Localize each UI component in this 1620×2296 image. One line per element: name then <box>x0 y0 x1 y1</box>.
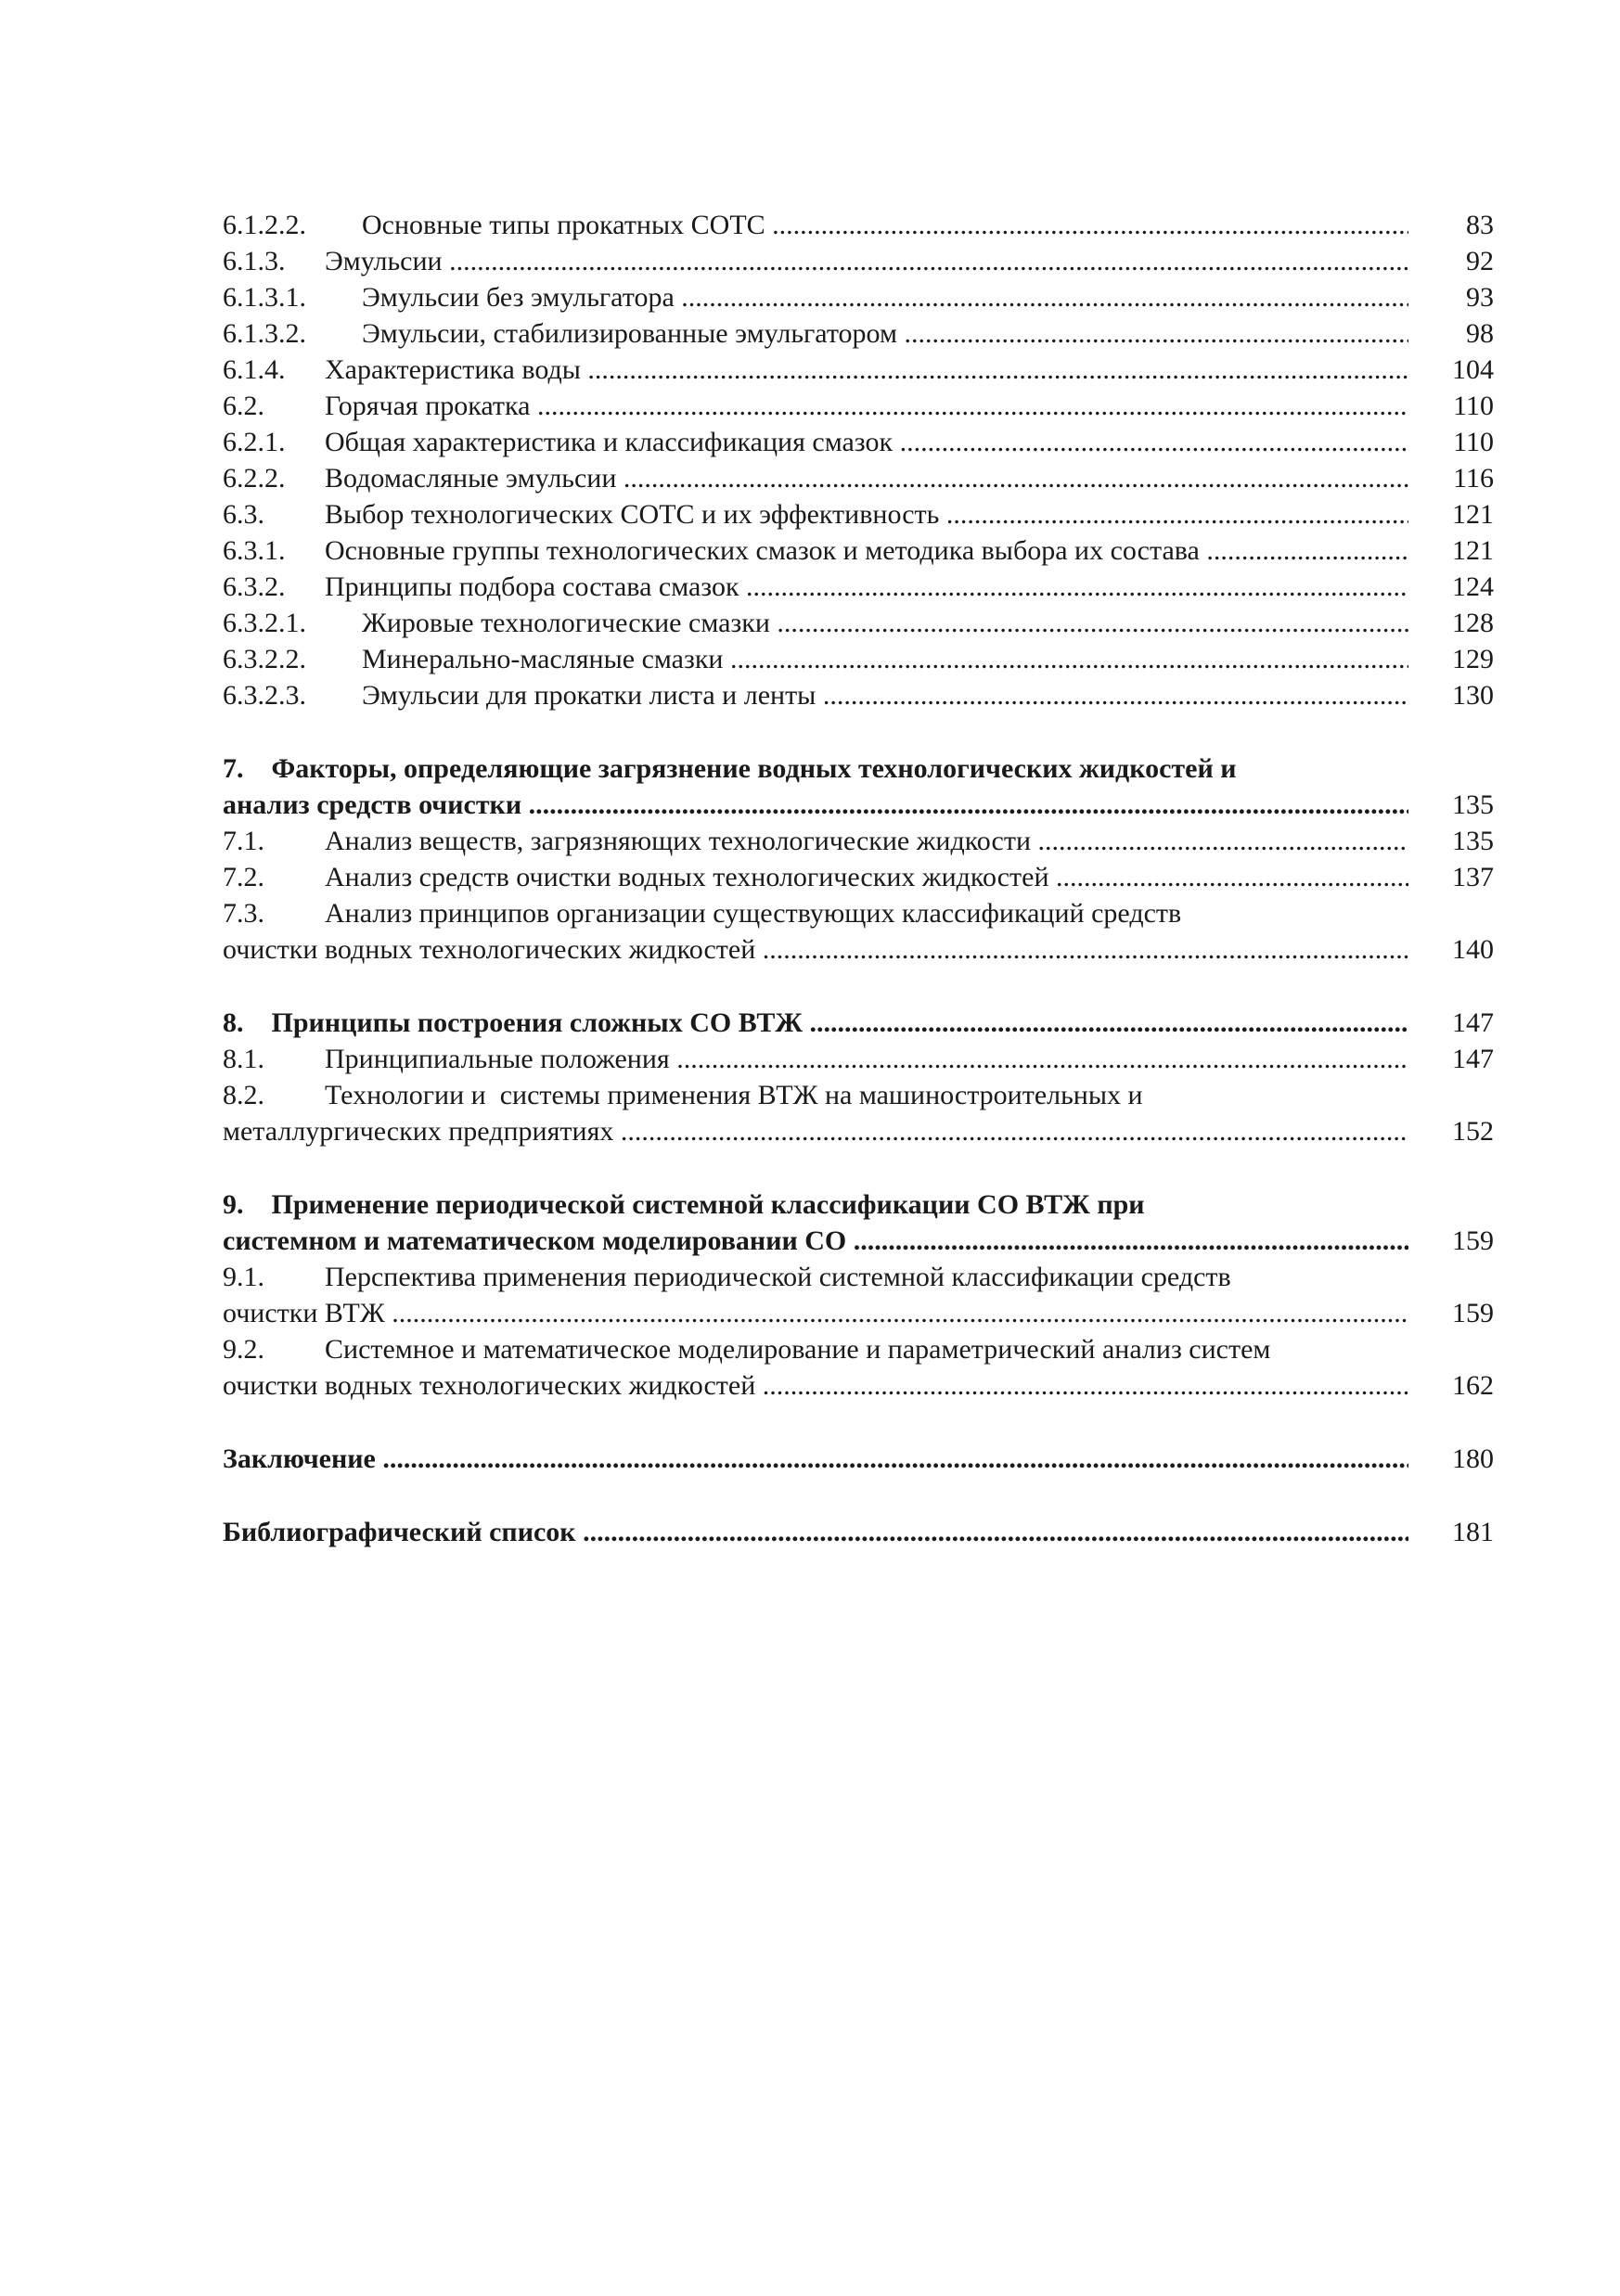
entry-page: 135 <box>1452 826 1494 856</box>
chapter-page: 159 <box>1452 1225 1494 1256</box>
entry-number: 7.1. <box>223 826 264 856</box>
entry-number: 6.3.2.2. <box>223 644 306 674</box>
entry-number: 9.2. <box>223 1334 264 1365</box>
entry-title-line1: Анализ принципов организации существующих классификаций средств <box>325 898 1182 929</box>
entry-number: 7.3. <box>223 898 264 929</box>
entry-number: 6.2.1. <box>223 427 286 457</box>
entry-title: Водомасляные эмульсии ..... <box>325 460 1408 496</box>
entry-title: Горячая прокатка ..... <box>325 388 1408 424</box>
entry-page: 98 <box>1466 318 1494 349</box>
table-of-contents <box>223 207 1494 1550</box>
entry-number: 6.2. <box>223 391 264 421</box>
toc-entry <box>223 569 1494 605</box>
entry-number: 7.2. <box>223 862 264 892</box>
bibliography-page: 181 <box>1452 1517 1494 1547</box>
entry-page: 83 <box>1466 210 1494 240</box>
toc-entry <box>223 532 1494 569</box>
chapter-title-line2: системном и математическом моделировании СО ..... <box>223 1223 1408 1259</box>
entry-title-line1: Перспектива применения периодической системной классификации средств <box>325 1262 1231 1292</box>
entry-title: Основные типы прокатных СОТС ..... <box>362 207 1408 243</box>
toc-entry-cont <box>223 1367 1494 1404</box>
entry-page: 129 <box>1452 644 1494 674</box>
chapter-title: 8. Принципы построения сложных СО ВТЖ ..... <box>223 1005 1408 1041</box>
entry-page: 93 <box>1466 282 1494 313</box>
entry-page: 137 <box>1452 862 1494 892</box>
entry-title: Основные группы технологических смазок и методика выбора их состава ..... <box>325 532 1408 569</box>
toc-conclusion <box>223 1441 1494 1477</box>
entry-number: 8.1. <box>223 1044 264 1074</box>
entry-title: Анализ веществ, загрязняющих технологические жидкости ..... <box>325 823 1408 859</box>
entry-number: 6.1.2.2. <box>223 210 306 240</box>
entry-number: 6.1.4. <box>223 354 286 385</box>
entry-page: 110 <box>1453 391 1494 421</box>
entry-page: 147 <box>1452 1044 1494 1074</box>
toc-entry <box>223 1259 1494 1295</box>
chapter-title-line1: 9. Применение периодической системной классификации СО ВТЖ при <box>223 1189 1145 1220</box>
conclusion-title: Заключение ..... <box>223 1441 1408 1477</box>
toc-entry <box>223 823 1494 859</box>
entry-title: Эмульсии без эмульгатора ..... <box>362 279 1408 315</box>
bibliography-title: Библиографический список ..... <box>223 1514 1408 1550</box>
entry-title: Эмульсии, стабилизированные эмульгатором ..... <box>362 315 1408 352</box>
entry-number: 6.3. <box>223 499 264 530</box>
entry-number: 9.1. <box>223 1262 264 1292</box>
chapter-heading <box>223 750 1494 787</box>
toc-entry <box>223 895 1494 931</box>
toc-entry <box>223 352 1494 388</box>
entry-number: 6.3.2.1. <box>223 608 306 638</box>
entry-title-line1: Технологии и системы применения ВТЖ на машиностроительных и <box>325 1080 1143 1110</box>
chapter-page: 147 <box>1452 1007 1494 1038</box>
toc-entry <box>223 605 1494 641</box>
entry-number: 6.1.3.1. <box>223 282 306 313</box>
chapter-page: 135 <box>1452 789 1494 820</box>
chapter-heading-cont <box>223 787 1494 823</box>
chapter-heading-cont <box>223 1223 1494 1259</box>
conclusion-page: 180 <box>1452 1443 1494 1474</box>
entry-page: 130 <box>1452 680 1494 711</box>
entry-page: 104 <box>1452 354 1494 385</box>
entry-title-line2: очистки ВТЖ ..... <box>223 1295 1408 1331</box>
entry-page: 152 <box>1452 1116 1494 1147</box>
toc-entry <box>223 496 1494 532</box>
entry-page: 121 <box>1452 535 1494 566</box>
toc-entry <box>223 279 1494 315</box>
entry-page: 162 <box>1452 1370 1494 1401</box>
entry-title-line2: металлургических предприятиях ..... <box>223 1113 1408 1149</box>
entry-title: Общая характеристика и классификация смазок ..... <box>325 424 1408 460</box>
entry-page: 110 <box>1453 427 1494 457</box>
toc-entry-cont <box>223 1295 1494 1331</box>
toc-bibliography <box>223 1514 1494 1550</box>
entry-title: Выбор технологических СОТС и их эффективность ..... <box>325 496 1408 532</box>
entry-title-line2: очистки водных технологических жидкостей ..... <box>223 931 1408 968</box>
toc-entry <box>223 460 1494 496</box>
entry-number: 6.2.2. <box>223 463 286 494</box>
toc-entry <box>223 424 1494 460</box>
entry-title: Эмульсии ..... <box>325 243 1408 279</box>
entry-page: 128 <box>1452 608 1494 638</box>
toc-entry <box>223 315 1494 352</box>
entry-title: Анализ средств очистки водных технологических жидкостей ..... <box>325 859 1408 895</box>
entry-page: 116 <box>1453 463 1494 494</box>
toc-entry <box>223 1041 1494 1077</box>
toc-entry-cont <box>223 1113 1494 1149</box>
entry-number: 6.3.2.3. <box>223 680 306 711</box>
entry-page: 124 <box>1452 571 1494 602</box>
entry-title: Жировые технологические смазки ..... <box>362 605 1408 641</box>
entry-title: Эмульсии для прокатки листа и ленты ..... <box>362 677 1408 713</box>
entry-page: 159 <box>1452 1298 1494 1328</box>
toc-entry <box>223 1077 1494 1113</box>
entry-number: 6.1.3.2. <box>223 318 306 349</box>
chapter-title-line1: 7. Факторы, определяющие загрязнение водных технологических жидкостей и <box>223 753 1237 784</box>
toc-entry <box>223 859 1494 895</box>
entry-page: 121 <box>1452 499 1494 530</box>
entry-page: 140 <box>1452 934 1494 965</box>
toc-entry <box>223 641 1494 677</box>
entry-page: 92 <box>1466 246 1494 276</box>
entry-title: Принципы подбора состава смазок ..... <box>325 569 1408 605</box>
chapter-title-line2: анализ средств очистки ..... <box>223 787 1408 823</box>
entry-title: Характеристика воды ..... <box>325 352 1408 388</box>
chapter-heading <box>223 1005 1494 1041</box>
toc-entry <box>223 388 1494 424</box>
entry-title-line1: Системное и математическое моделирование и параметрический анализ систем <box>325 1334 1271 1365</box>
entry-number: 8.2. <box>223 1080 264 1110</box>
entry-title-line2: очистки водных технологических жидкостей ..... <box>223 1367 1408 1404</box>
entry-number: 6.3.2. <box>223 571 286 602</box>
toc-entry <box>223 1331 1494 1367</box>
toc-entry <box>223 243 1494 279</box>
entry-title: Минерально-масляные смазки ..... <box>362 641 1408 677</box>
entry-title: Принципиальные положения ..... <box>325 1041 1408 1077</box>
toc-entry <box>223 207 1494 243</box>
entry-number: 6.1.3. <box>223 246 286 276</box>
chapter-heading <box>223 1186 1494 1223</box>
toc-entry-cont <box>223 931 1494 968</box>
toc-entry <box>223 677 1494 713</box>
entry-number: 6.3.1. <box>223 535 286 566</box>
